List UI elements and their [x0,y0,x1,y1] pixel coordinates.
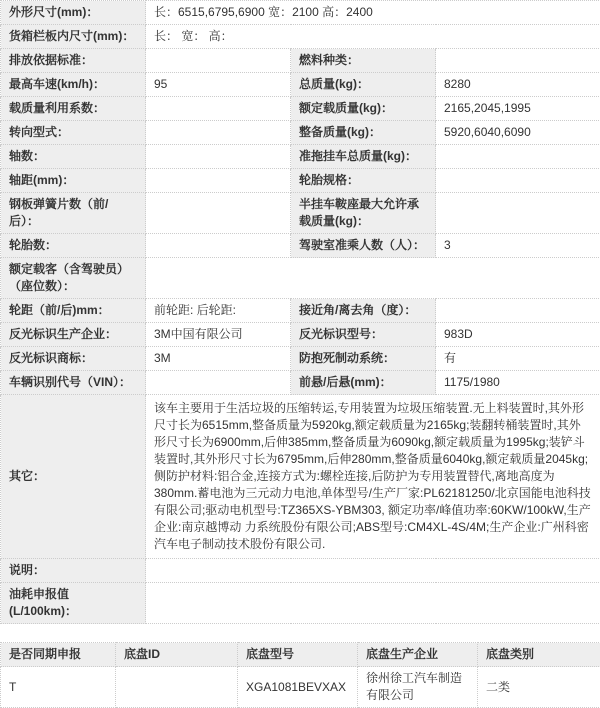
spec-value: 该车主要用于生活垃圾的压缩转运,专用装置为垃圾压缩装置.无上料装置时,其外形尺寸长为6515mm,整备质量为5920kg,额定载质量为2165kg;装翻转桶装置时,其外形尺寸长为6900mm,后伸385mm,整备质量为6090kg,额定载质量为1995kg;装铲斗装置时,其外形尺寸长为6795mm,后伸280mm,整备质量6040kg,额定载质量2045kg;侧防护材料:铝合金,连接方式为:螺栓连接,后防护为专用装置替代,离地高度为380mm.蓄电池为三元动力电池,单体型号/生产厂家:PL62181250/北京国能电池科技有限公司;驱动电机型号:TZ365XS-YBM303, 额定功率/峰值功率:60KW/100kW,生产企业:南京越博动 力系统股份有限公司;ABS型号:CM4XL-4S/4M;生产企业:广州科密汽车电子制动技术股份有限公司. [146,395,600,559]
spec-value [436,145,600,169]
spec-value: 长： 宽： 高： [146,25,600,49]
chassis-header-cell: 底盘ID [116,643,238,667]
chassis-header-cell: 底盘类别 [478,643,600,667]
spec-label: 最高车速(km/h)： [1,73,146,97]
chassis-header-cell: 底盘型号 [238,643,358,667]
spec-label: 额定载客（含驾驶员）（座位数）： [1,258,146,299]
spec-label: 燃料种类： [291,49,436,73]
spec-label: 反光标识商标： [1,347,146,371]
spec-row [1,299,600,323]
spec-label: 总质量(kg)： [291,73,436,97]
spec-label: 其它： [1,395,146,559]
chassis-table-body [1,667,600,708]
spec-value [146,234,291,258]
spec-value [436,193,600,234]
spec-row [1,234,600,258]
spec-value [146,193,291,234]
spec-row [1,49,600,73]
chassis-header-cell: 底盘生产企业 [358,643,478,667]
spec-value [436,49,600,73]
chassis-cell: T [1,667,116,708]
spec-row [1,583,600,624]
spec-label: 车辆识别代号（VIN）： [1,371,146,395]
spec-value [146,121,291,145]
chassis-cell: XGA1081BEVXAX [238,667,358,708]
spec-row [1,145,600,169]
spec-label: 半挂车鞍座最大允许承载质量(kg)： [291,193,436,234]
spec-value [146,559,600,583]
spec-label: 接近角/离去角（度）： [291,299,436,323]
spec-label: 轮胎规格： [291,169,436,193]
spec-value [146,145,291,169]
spec-label: 防抱死制动系统： [291,347,436,371]
spec-value [146,49,291,73]
spec-row [1,347,600,371]
chassis-header-row [1,643,600,667]
spec-value [146,258,600,299]
spec-row [1,97,600,121]
spec-label: 额定载质量(kg)： [291,97,436,121]
spec-value: 3M中国有限公司 [146,323,291,347]
spec-label: 油耗申报值(L/100km)： [1,583,146,624]
spec-label: 轮距（前/后)mm： [1,299,146,323]
spec-label: 货箱栏板内尺寸(mm)： [1,25,146,49]
spec-label: 轮胎数： [1,234,146,258]
spec-row [1,193,600,234]
spec-label: 整备质量(kg)： [291,121,436,145]
spec-value [436,169,600,193]
spec-row [1,121,600,145]
spec-row [1,25,600,49]
spec-label: 准拖挂车总质量(kg)： [291,145,436,169]
spec-value: 3 [436,234,600,258]
spec-row [1,395,600,559]
spec-value [146,371,291,395]
chassis-cell: 二类 [478,667,600,708]
spec-value: 8280 [436,73,600,97]
chassis-row [1,667,600,708]
spec-row [1,323,600,347]
spec-value: 95 [146,73,291,97]
spec-value [146,583,600,624]
spec-row [1,258,600,299]
spec-row [1,1,600,25]
spec-label: 转向型式： [1,121,146,145]
spec-label: 排放依据标准： [1,49,146,73]
spec-value: 长：6515,6795,6900 宽：2100 高：2400 [146,1,600,25]
spec-label: 前悬/后悬(mm)： [291,371,436,395]
spec-label: 反光标识型号： [291,323,436,347]
chassis-table [0,642,600,708]
spec-row [1,73,600,97]
chassis-header-cell: 是否同期申报 [1,643,116,667]
spec-label: 轴数： [1,145,146,169]
spec-label: 载质量利用系数： [1,97,146,121]
spec-value: 有 [436,347,600,371]
spec-label: 说明： [1,559,146,583]
chassis-cell [116,667,238,708]
spec-value: 3M [146,347,291,371]
spec-value [146,97,291,121]
spec-row [1,559,600,583]
spec-value: 5920,6040,6090 [436,121,600,145]
spec-label: 轴距(mm)： [1,169,146,193]
spec-value [436,299,600,323]
spec-label: 外形尺寸(mm)： [1,1,146,25]
spec-value: 前轮距: 后轮距: [146,299,291,323]
spec-value: 2165,2045,1995 [436,97,600,121]
chassis-cell: 徐州徐工汽车制造有限公司 [358,667,478,708]
spec-label: 驾驶室准乘人数（人）： [291,234,436,258]
spec-row [1,371,600,395]
spec-value: 1175/1980 [436,371,600,395]
spec-row [1,169,600,193]
spec-value: 983D [436,323,600,347]
spec-label: 反光标识生产企业： [1,323,146,347]
spec-value [146,169,291,193]
spec-table-body [1,1,600,624]
spec-label: 钢板弹簧片数（前/后）： [1,193,146,234]
